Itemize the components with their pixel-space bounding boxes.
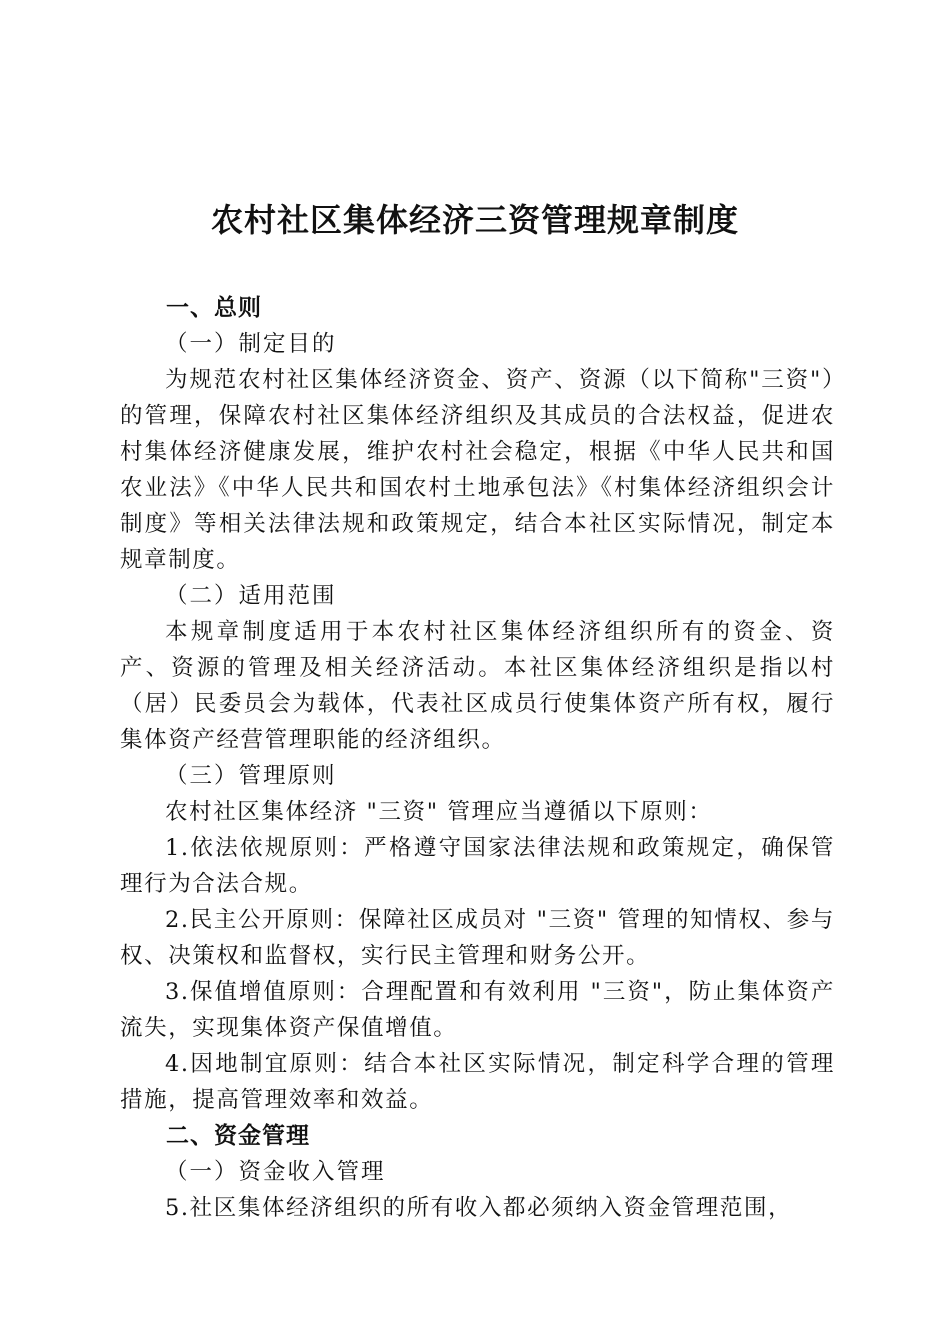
section-heading: 二、资金管理	[166, 1122, 310, 1149]
subsection-heading: （一）制定目的	[165, 331, 337, 357]
paragraph: 5.社区集体经济组织的所有收入都必须纳入资金管理范围，	[165, 1195, 793, 1221]
paragraph: 为规范农村社区集体经济资金、资产、资源（以下简称"三资"）的管理，保障农村社区集体经济组织及其成员的合法权益，促进农村集体经济健康发展，维护农村社会稳定，根据《中华人民共和国农业法》《中华人民共和国农村土地承包法》《村集体经济组织会计制度》等相关法律法规和政策规定，结合本社区实际情况，制定本规章制度。	[120, 367, 835, 573]
paragraph: 农村社区集体经济 "三资" 管理应当遵循以下原则：	[165, 799, 713, 825]
paragraph: 1.依法依规原则：严格遵守国家法律法规和政策规定，确保管理行为合法合规。	[120, 835, 835, 897]
subsection-heading: （一）资金收入管理	[165, 1159, 386, 1185]
paragraph: 4.因地制宜原则：结合本社区实际情况，制定科学合理的管理措施，提高管理效率和效益。	[120, 1051, 835, 1113]
paragraph: 本规章制度适用于本农村社区集体经济组织所有的资金、资产、资源的管理及相关经济活动。本社区集体经济组织是指以村（居）民委员会为载体，代表社区成员行使集体资产所有权，履行集体资产经营管理职能的经济组织。	[120, 619, 835, 753]
paragraph: 3.保值增值原则：合理配置和有效利用 "三资"，防止集体资产流失，实现集体资产保值增值。	[120, 979, 835, 1041]
section-heading: 一、总则	[166, 294, 262, 321]
document-title: 农村社区集体经济三资管理规章制度	[210, 201, 739, 239]
subsection-heading: （三）管理原则	[165, 763, 337, 789]
document-body	[120, 290, 835, 1226]
subsection-heading: （二）适用范围	[165, 583, 337, 609]
paragraph: 2.民主公开原则：保障社区成员对 "三资" 管理的知情权、参与权、决策权和监督权，实行民主管理和财务公开。	[120, 907, 835, 969]
